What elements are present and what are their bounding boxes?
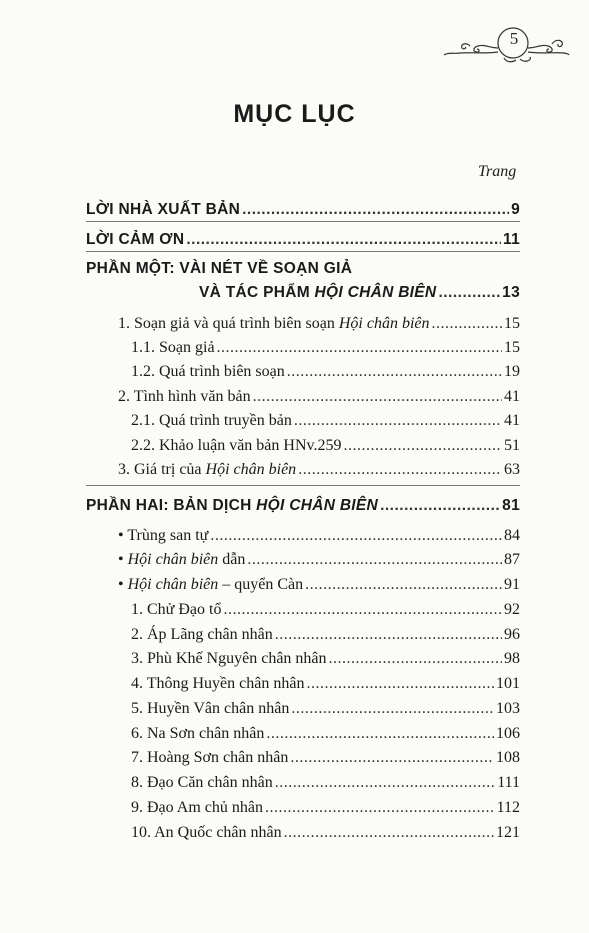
toc-entry-page: 111 (497, 774, 520, 791)
leader-dots (265, 799, 495, 817)
leader-dots (305, 576, 502, 594)
toc-entry-page: 84 (504, 527, 520, 544)
toc-entry-label: 10. An Quốc chân nhân (131, 824, 282, 841)
leader-dots (253, 388, 502, 406)
leader-dots (306, 675, 494, 693)
toc-entry-label: VÀ TÁC PHẨM HỘI CHÂN BIÊN (199, 284, 437, 301)
toc-entry-part-one[interactable] (199, 284, 520, 302)
leader-dots (247, 551, 502, 569)
leader-dots (223, 601, 502, 619)
toc-entry-page: 103 (496, 700, 520, 717)
leader-dots (242, 201, 509, 219)
leader-dots (432, 315, 503, 333)
divider (86, 251, 520, 252)
toc-entry-page: 91 (504, 576, 520, 593)
toc-entry[interactable] (131, 363, 520, 381)
toc-entry[interactable] (131, 725, 520, 743)
toc-entry-page: 9 (511, 201, 520, 218)
toc-entry-label: 7. Hoàng Sơn chân nhân (131, 749, 289, 766)
page-title: MỤC LỤC (233, 100, 356, 128)
toc-entry-label: 3. Giá trị của Hội chân biên (118, 461, 297, 478)
leader-dots (438, 284, 500, 302)
toc-entry-acknowledgments[interactable] (86, 231, 520, 249)
toc-entry-page: 112 (496, 799, 520, 816)
leader-dots (275, 626, 502, 644)
toc-entry-page: 11 (503, 231, 520, 248)
toc-entry-label: 4. Thông Huyền chân nhân (131, 675, 305, 692)
bullet-icon: • (118, 527, 124, 544)
leader-dots (275, 774, 495, 792)
leader-dots (329, 650, 502, 668)
part-one-heading: PHẦN MỘT: VÀI NÉT VỀ SOẠN GIẢ (86, 260, 353, 277)
toc-entry-label: 8. Đạo Căn chân nhân (131, 774, 273, 791)
toc-entry[interactable] (131, 824, 520, 842)
toc-entry-label: 6. Na Sơn chân nhân (131, 725, 265, 742)
toc-entry-label: 1. Chử Đạo tổ (131, 601, 222, 618)
toc-entry-page: 101 (496, 675, 520, 692)
divider (86, 485, 520, 486)
page-number: 5 (509, 29, 519, 48)
leader-dots (284, 824, 494, 842)
toc-entry-label: 2. Tình hình văn bản (118, 388, 251, 405)
toc-entry[interactable] (131, 412, 520, 430)
toc-entry-page: 96 (504, 626, 520, 643)
toc-entry[interactable] (131, 749, 520, 767)
leader-dots (210, 527, 502, 545)
leader-dots (290, 749, 494, 767)
toc-entry-page: 92 (504, 601, 520, 618)
toc-entry[interactable] (131, 601, 520, 619)
toc-entry-label: 1.1. Soạn giả (131, 339, 215, 356)
toc-entry[interactable] (118, 315, 520, 333)
toc-entry-page: 87 (504, 551, 520, 568)
toc-entry-label: 3. Phù Khế Nguyên chân nhân (131, 650, 327, 667)
toc-entry-page: 98 (504, 650, 520, 667)
toc-entry-label: 2. Áp Lãng chân nhân (131, 626, 273, 643)
toc-entry[interactable] (131, 799, 520, 817)
toc-entry-page: 41 (504, 412, 520, 429)
toc-entry-page: 106 (496, 725, 520, 742)
toc-entry[interactable] (118, 551, 520, 569)
toc-entry-page: 19 (504, 363, 520, 380)
toc-entry-label: • Hội chân biên dẫn (118, 551, 246, 568)
toc-entry-page: 15 (504, 339, 520, 356)
toc-entry-label: 2.2. Khảo luận văn bản HNv.259 (131, 437, 342, 454)
toc-entry-label: 2.1. Quá trình truyền bản (131, 412, 292, 429)
toc-entry-publisher-note[interactable] (86, 201, 520, 219)
toc-entry-label: LỜI CẢM ƠN (86, 231, 185, 248)
toc-entry[interactable] (118, 388, 520, 406)
leader-dots (343, 437, 502, 455)
toc-entry-part-two[interactable] (86, 497, 520, 515)
leader-dots (287, 363, 502, 381)
toc-entry[interactable] (131, 626, 520, 644)
toc-entry[interactable] (131, 339, 520, 357)
toc-entry-page: 13 (502, 284, 520, 301)
leader-dots (266, 725, 494, 743)
toc-entry-page: 63 (504, 461, 520, 478)
toc-entry[interactable] (118, 461, 520, 479)
bullet-icon: • (118, 551, 124, 568)
divider (86, 221, 520, 222)
leader-dots (298, 461, 502, 479)
toc-entry-label: PHẦN HAI: BẢN DỊCH HỘI CHÂN BIÊN (86, 497, 379, 514)
toc-entry-page: 15 (504, 315, 520, 332)
toc-entry-label: 9. Đạo Am chủ nhân (131, 799, 263, 816)
toc-entry-label: • Hội chân biên – quyển Càn (118, 576, 304, 593)
toc-entry[interactable] (131, 774, 520, 792)
toc-entry-label: 1.2. Quá trình biên soạn (131, 363, 285, 380)
leader-dots (291, 700, 494, 718)
toc-entry-page: 121 (496, 824, 520, 841)
leader-dots (186, 231, 501, 249)
toc-entry-page: 51 (504, 437, 520, 454)
toc-entry[interactable] (131, 700, 520, 718)
toc-entry[interactable] (131, 675, 520, 693)
toc-entry-label: LỜI NHÀ XUẤT BẢN (86, 201, 241, 218)
leader-dots (217, 339, 502, 357)
bullet-icon: • (118, 576, 124, 593)
leader-dots (294, 412, 502, 430)
page-column-header: Trang (478, 163, 517, 180)
toc-entry-label: 5. Huyền Vân chân nhân (131, 700, 290, 717)
toc-entry[interactable] (131, 437, 520, 455)
toc-entry[interactable] (118, 527, 520, 545)
leader-dots (380, 497, 500, 515)
toc-entry-label: • Trùng san tự (118, 527, 209, 544)
toc-entry-page: 81 (502, 497, 520, 514)
toc-entry[interactable] (118, 576, 520, 594)
toc-entry[interactable] (131, 650, 520, 668)
toc-entry-label: 1. Soạn giả và quá trình biên soạn Hội chân biên (118, 315, 430, 332)
toc-entry-page: 41 (504, 388, 520, 405)
toc-entry-page: 108 (496, 749, 520, 766)
